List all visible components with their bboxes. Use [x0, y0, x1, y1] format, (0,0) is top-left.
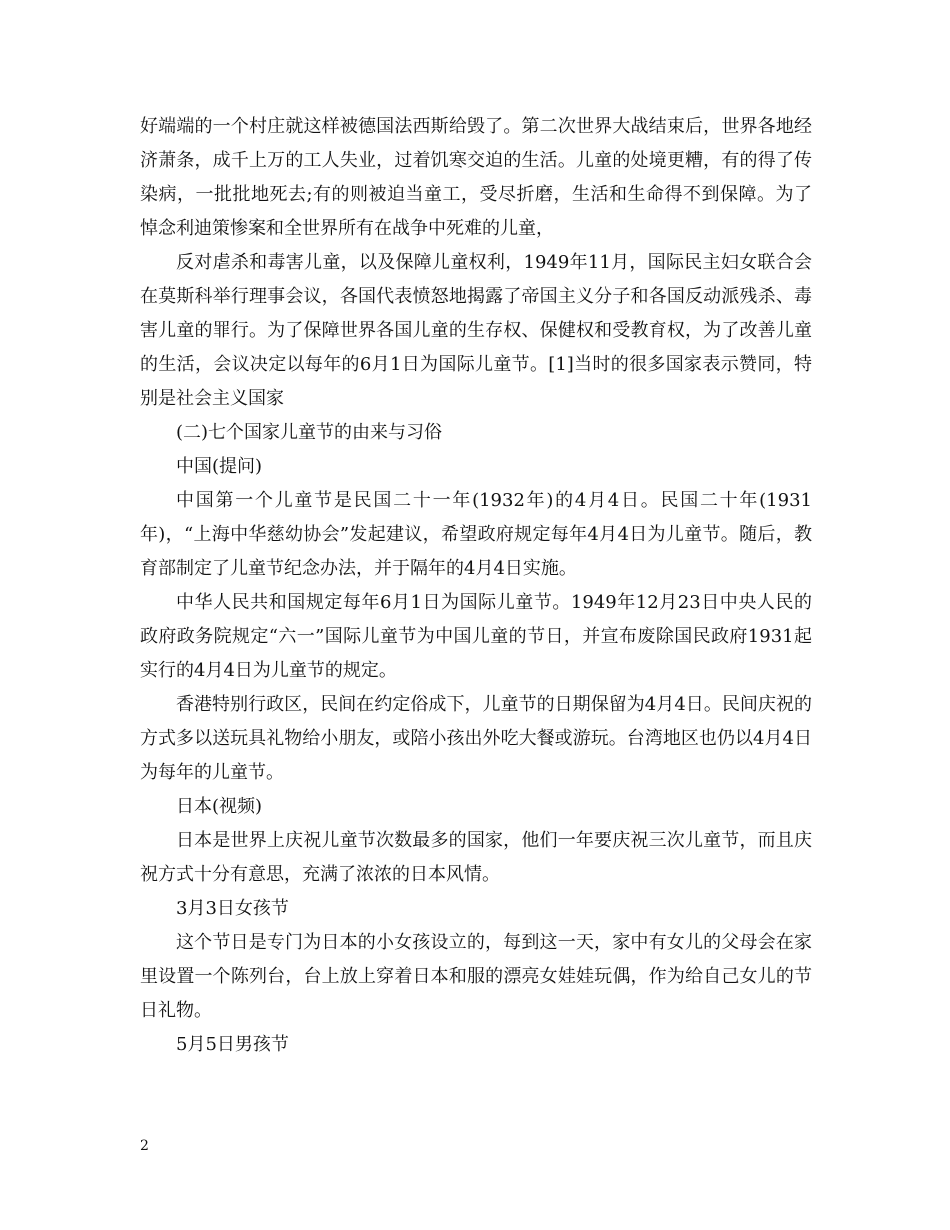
- subheading-girls-day: 3月3日女孩节: [176, 898, 289, 919]
- document-body: [140, 110, 812, 1062]
- paragraph-1: 好端端的一个村庄就这样被德国法西斯给毁了。第二次世界大战结束后，世界各地经济萧条，成千上万的工人失业，过着饥寒交迫的生活。儿童的处境更糟，有的得了传染病，一批批地死去;有的则被迫当童工，受尽折磨，生活和生命得不到保障。为了悼念利迪策惨案和全世界所有在战争中死难的儿童，: [140, 116, 812, 239]
- paragraph-girls-day: 这个节日是专门为日本的小女孩设立的，每到这一天，家中有女儿的父母会在家里设置一个陈列台，台上放上穿着日本和服的漂亮女娃娃玩偶，作为给自己女儿的节日礼物。: [140, 932, 812, 1021]
- paragraph-prc-rule: 中华人民共和国规定每年6月1日为国际儿童节。1949年12月23日中央人民的政府政务院规定“六一”国际儿童节为中国儿童的节日，并宣布废除国民政府1931起实行的4月4日为儿童节的规定。: [140, 592, 812, 681]
- subheading-japan: 日本(视频): [176, 796, 263, 817]
- subheading-china: 中国(提问): [176, 456, 263, 477]
- page-number: 2: [140, 1138, 149, 1154]
- subheading-boys-day: 5月5日男孩节: [176, 1034, 289, 1055]
- paragraph-2: 反对虐杀和毒害儿童，以及保障儿童权利，1949年11月，国际民主妇女联合会在莫斯科举行理事会议，各国代表愤怒地揭露了帝国主义分子和各国反动派残杀、毒害儿童的罪行。为了保障世界各国儿童的生存权、保健权和受教育权，为了改善儿童的生活，会议决定以每年的6月1日为国际儿童节。[1]当时的很多国家表示赞同，特别是社会主义国家: [140, 252, 812, 409]
- paragraph-japan-intro: 日本是世界上庆祝儿童节次数最多的国家，他们一年要庆祝三次儿童节，而且庆祝方式十分有意思，充满了浓浓的日本风情。: [140, 830, 812, 885]
- paragraph-hongkong-taiwan: 香港特别行政区，民间在约定俗成下，儿童节的日期保留为4月4日。民间庆祝的方式多以送玩具礼物给小朋友，或陪小孩出外吃大餐或游玩。台湾地区也仍以4月4日为每年的儿童节。: [140, 694, 812, 783]
- section-heading-seven-countries: (二)七个国家儿童节的由来与习俗: [176, 422, 443, 443]
- paragraph-china-history: 中国第一个儿童节是民国二十一年(1932年)的4月4日。民国二十年(1931年)，“上海中华慈幼协会”发起建议，希望政府规定每年4月4日为儿童节。随后，教育部制定了儿童节纪念办法，并于隔年的4月4日实施。: [140, 490, 812, 579]
